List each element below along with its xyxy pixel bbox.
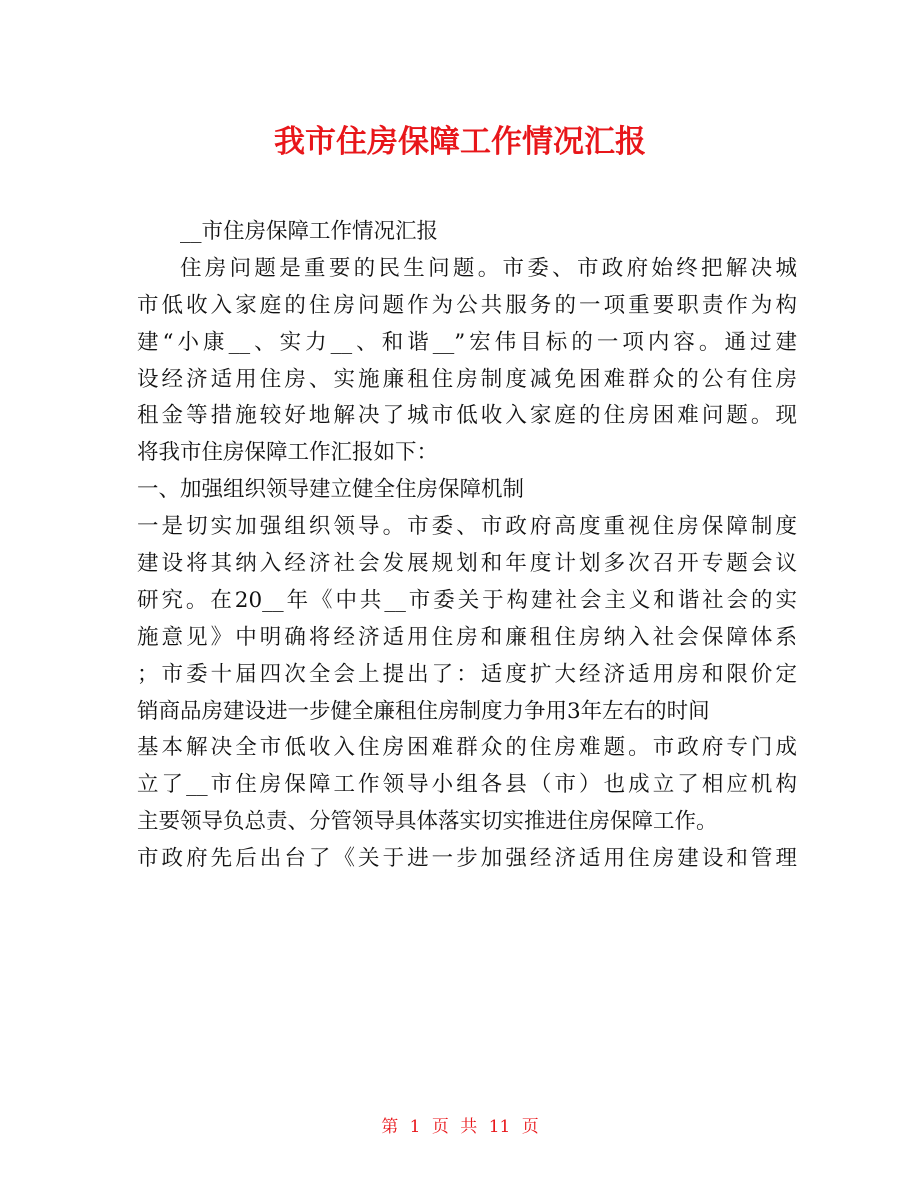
body-line: 立了__市住房保障工作领导小组各县（市）也成立了相应机构 bbox=[137, 772, 797, 798]
body-line: ；市委十届四次全会上提出了：适度扩大经济适用房和限价定 bbox=[137, 661, 797, 687]
section-heading: 一、加强组织领导建立健全住房保障机制 bbox=[137, 477, 525, 503]
body-line: 基本解决全市低收入住房困难群众的住房难题。市政府专门成 bbox=[137, 735, 797, 761]
page-number-footer: 第 1 页 共 11 页 bbox=[381, 1117, 539, 1137]
document-body bbox=[137, 214, 797, 878]
body-line: 销商品房建设进一步健全廉租住房制度力争用3年左右的时间 bbox=[137, 698, 710, 724]
document-title: 我市住房保障工作情况汇报 bbox=[274, 124, 646, 160]
body-line: 租金等措施较好地解决了城市低收入家庭的住房困难问题。现 bbox=[137, 403, 797, 429]
body-line: 主要领导负总责、分管领导具体落实切实推进住房保障工作。 bbox=[137, 809, 718, 835]
body-line: __市住房保障工作情况汇报 bbox=[180, 219, 439, 244]
body-line: 施意见》中明确将经济适用住房和廉租住房纳入社会保障体系 bbox=[137, 624, 797, 650]
body-line: 一是切实加强组织领导。市委、市政府高度重视住房保障制度 bbox=[137, 514, 797, 540]
body-line: 建“小康__、实力__、和谐__”宏伟目标的一项内容。通过建 bbox=[137, 329, 797, 355]
body-line: 建设将其纳入经济社会发展规划和年度计划多次召开专题会议 bbox=[137, 551, 797, 577]
body-line: 研究。在20__年《中共__市委关于构建社会主义和谐社会的实 bbox=[137, 587, 797, 613]
body-line: 市低收入家庭的住房问题作为公共服务的一项重要职责作为构 bbox=[137, 292, 797, 318]
body-line: 住房问题是重要的民生问题。市委、市政府始终把解决城 bbox=[180, 255, 797, 281]
body-line: 市政府先后出台了《关于进一步加强经济适用住房建设和管理 bbox=[137, 846, 797, 872]
body-line: 将我市住房保障工作汇报如下： bbox=[137, 440, 439, 466]
body-line: 设经济适用住房、实施廉租住房制度减免困难群众的公有住房 bbox=[137, 366, 797, 392]
